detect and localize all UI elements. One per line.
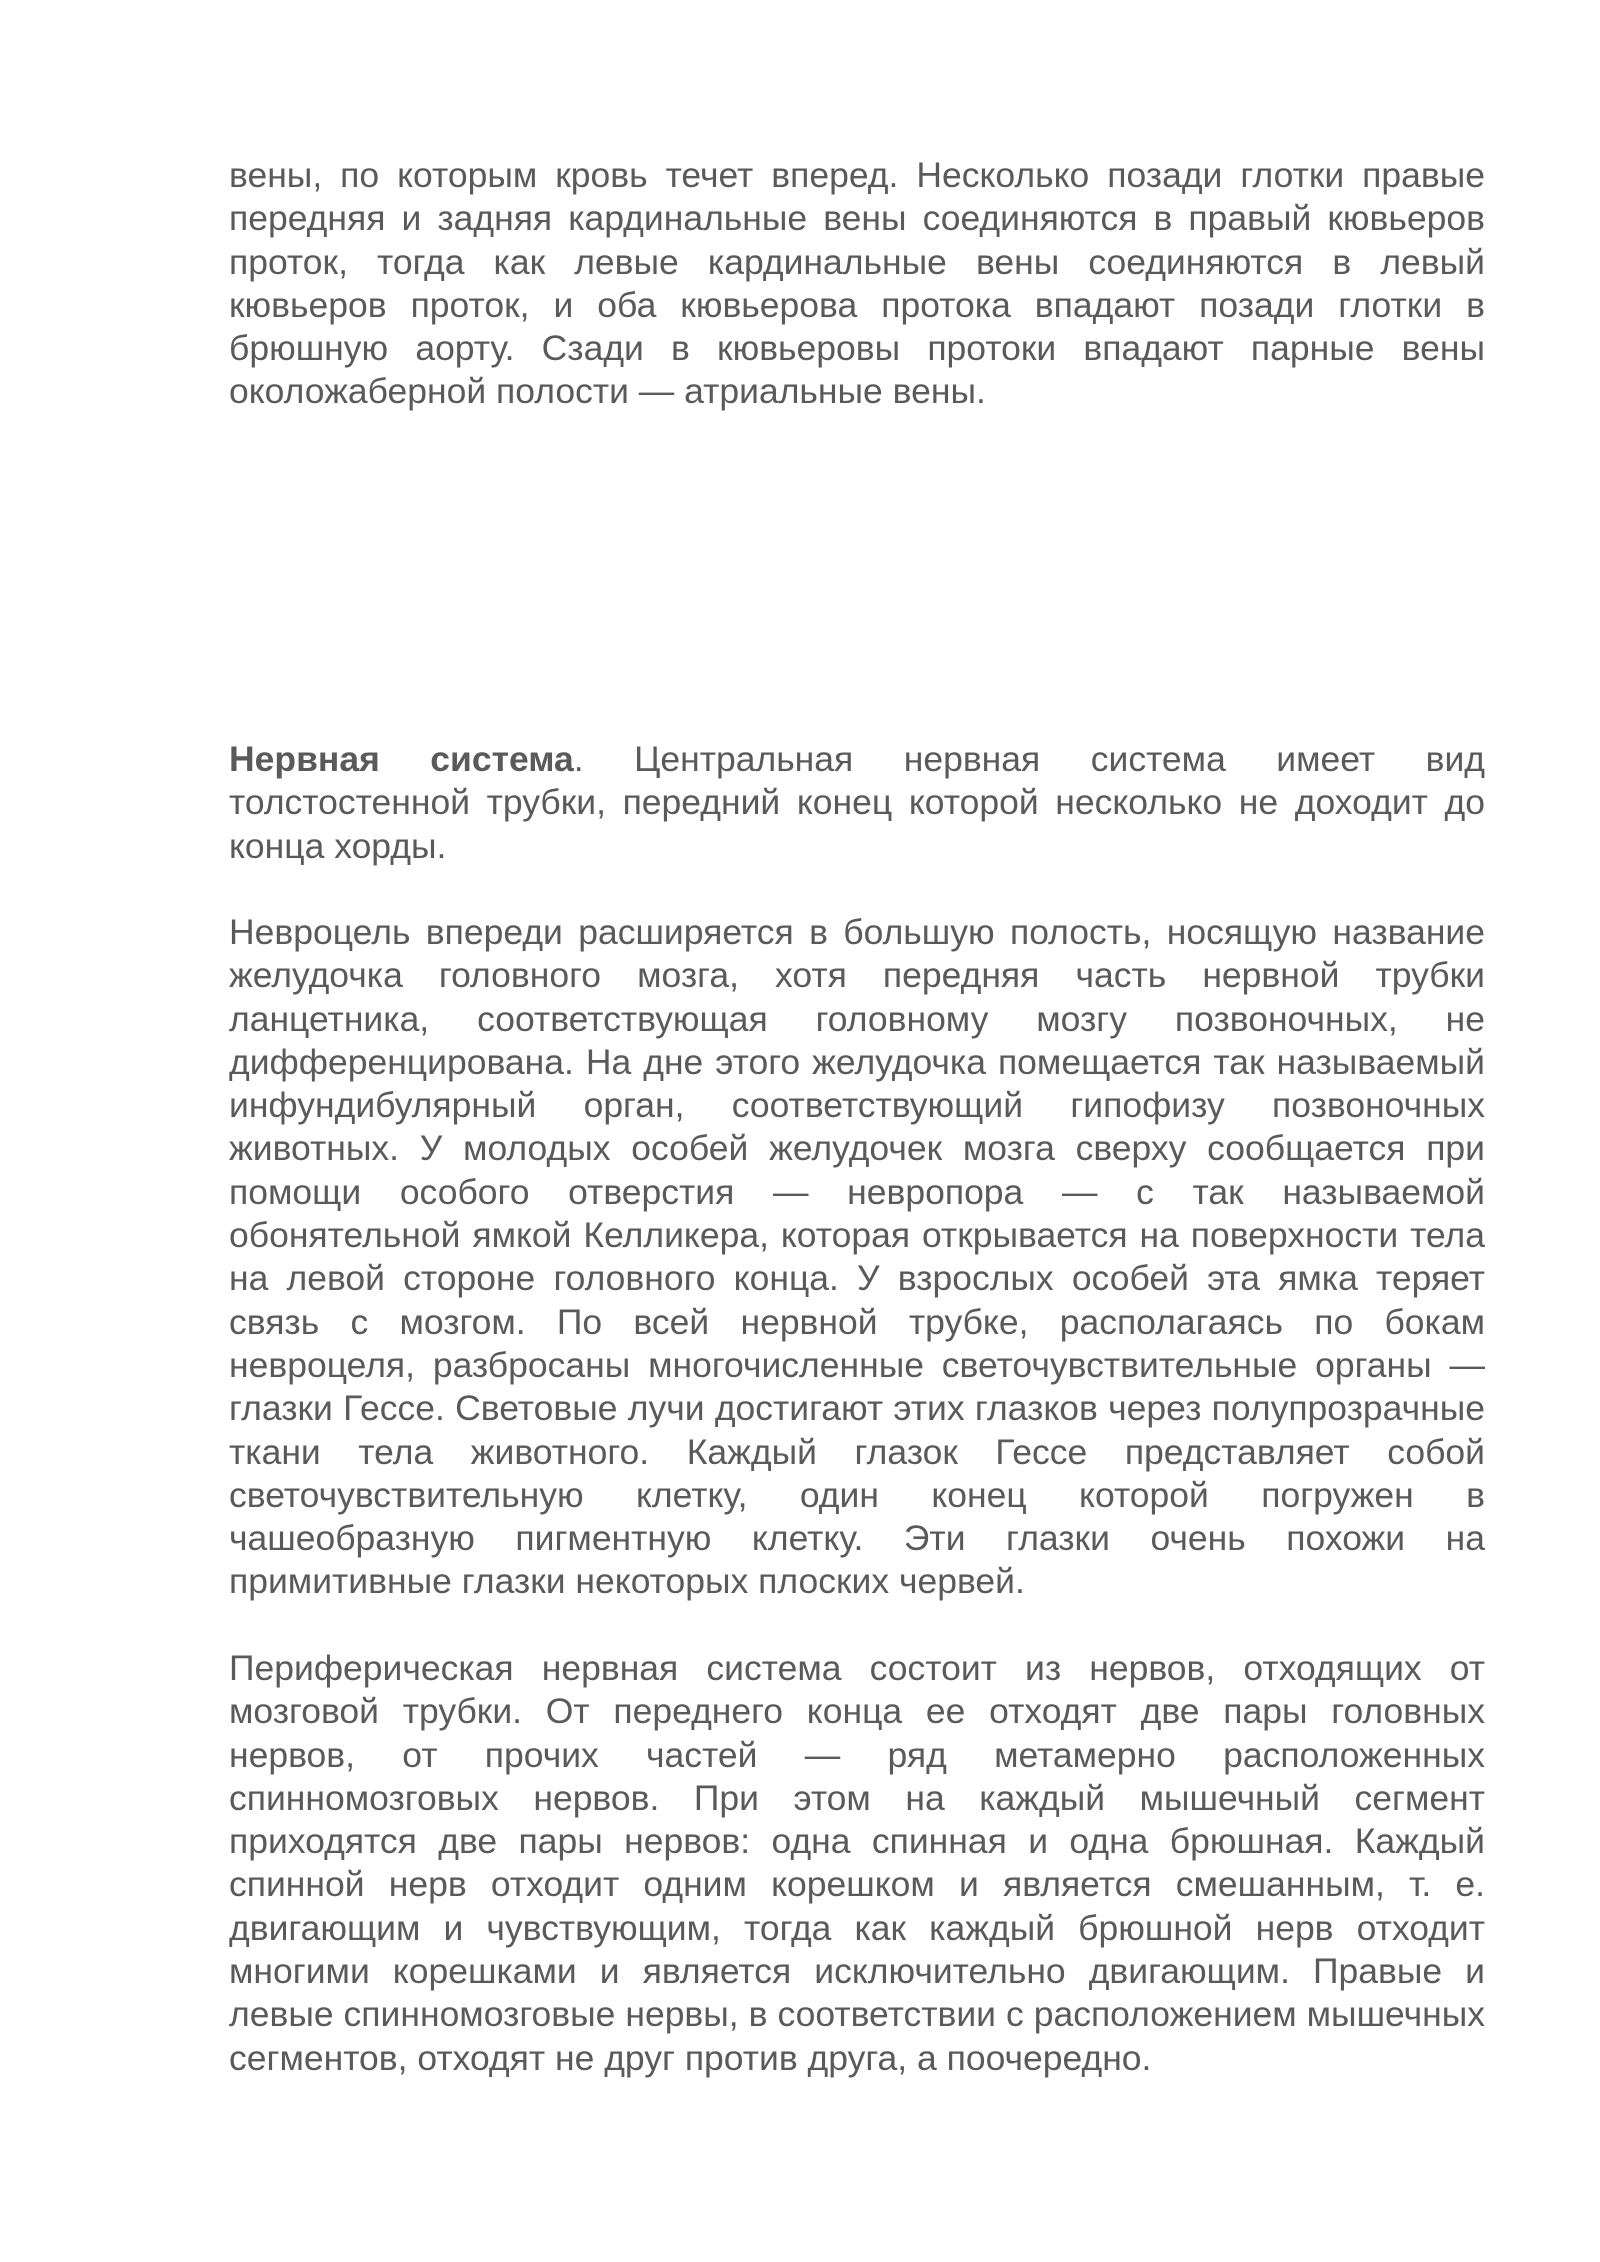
paragraph-peripheral-nervous-system: Периферическая нервная система состоит из нервов, отходящих от мозговой трубки. От переднего конца ее отходят две пары головных нервов, от прочих частей — ряд метамерно расположенных спинномозговых нервов. При этом на каждый мышечный сегмент приходятся две пары нервов: одна спинная и одна брюшная. Каждый спинной нерв отходит одним корешком и является смешанным, т. е. двигающим и чувствующим, тогда как каждый брюшной нерв отходит многими корешками и является исключительно двигающим. Правые и левые спинномозговые нервы, в соответствии с расположением мышечных сегментов, отходят не друг против друга, а поочередно. (229, 1648, 1485, 2078)
paragraph-nervous-system-text: . Центральная нервная система имеет вид толстостенной трубки, передний конец которой несколько не доходит до конца хорды. (229, 739, 1485, 866)
paragraph-nervous-system-intro (229, 738, 1485, 868)
paragraph-neurocoel: Невроцель впереди расширяется в большую полость, носящую название желудочка головного мозга, хотя передняя часть нервной трубки ланцетника, соответствующая головному мозгу позвоночных, не дифференцирована. На дне этого желудочка помещается так называемый инфундибулярный орган, соответствующий гипофизу позвоночных животных. У молодых особей желудочек мозга сверху сообщается при помощи особого отверстия — невропора — с так называемой обонятельной ямкой Келликера, которая открывается на поверхности тела на левой стороне головного конца. У взрослых особей эта ямка теряет связь с мозгом. По всей нервной трубке, располагаясь по бокам невроцеля, разбросаны многочисленные светочувствительные органы — глазки Гессе. Световые лучи достигают этих глазков через полупрозрачные ткани тела животного. Каждый глазок Гессе представляет собой светочувствительную клетку, один конец которой погружен в чашеобразную пигментную клетку. Эти глазки очень похожи на примитивные глазки некоторых плоских червей. (229, 912, 1485, 1602)
paragraph-veins: вены, по которым кровь течет вперед. Несколько позади глотки правые передняя и задняя кардинальные вены соединяются в правый кювьеров проток, тогда как левые кардинальные вены соединяются в левый кювьеров проток, и оба кювьерова протока впадают позади глотки в брюшную аорту. Сзади в кювьеровы протоки впадают парные вены околожаберной полости — атриальные вены. (229, 155, 1485, 412)
section-heading-nervous-system: Нервная система (229, 739, 574, 779)
